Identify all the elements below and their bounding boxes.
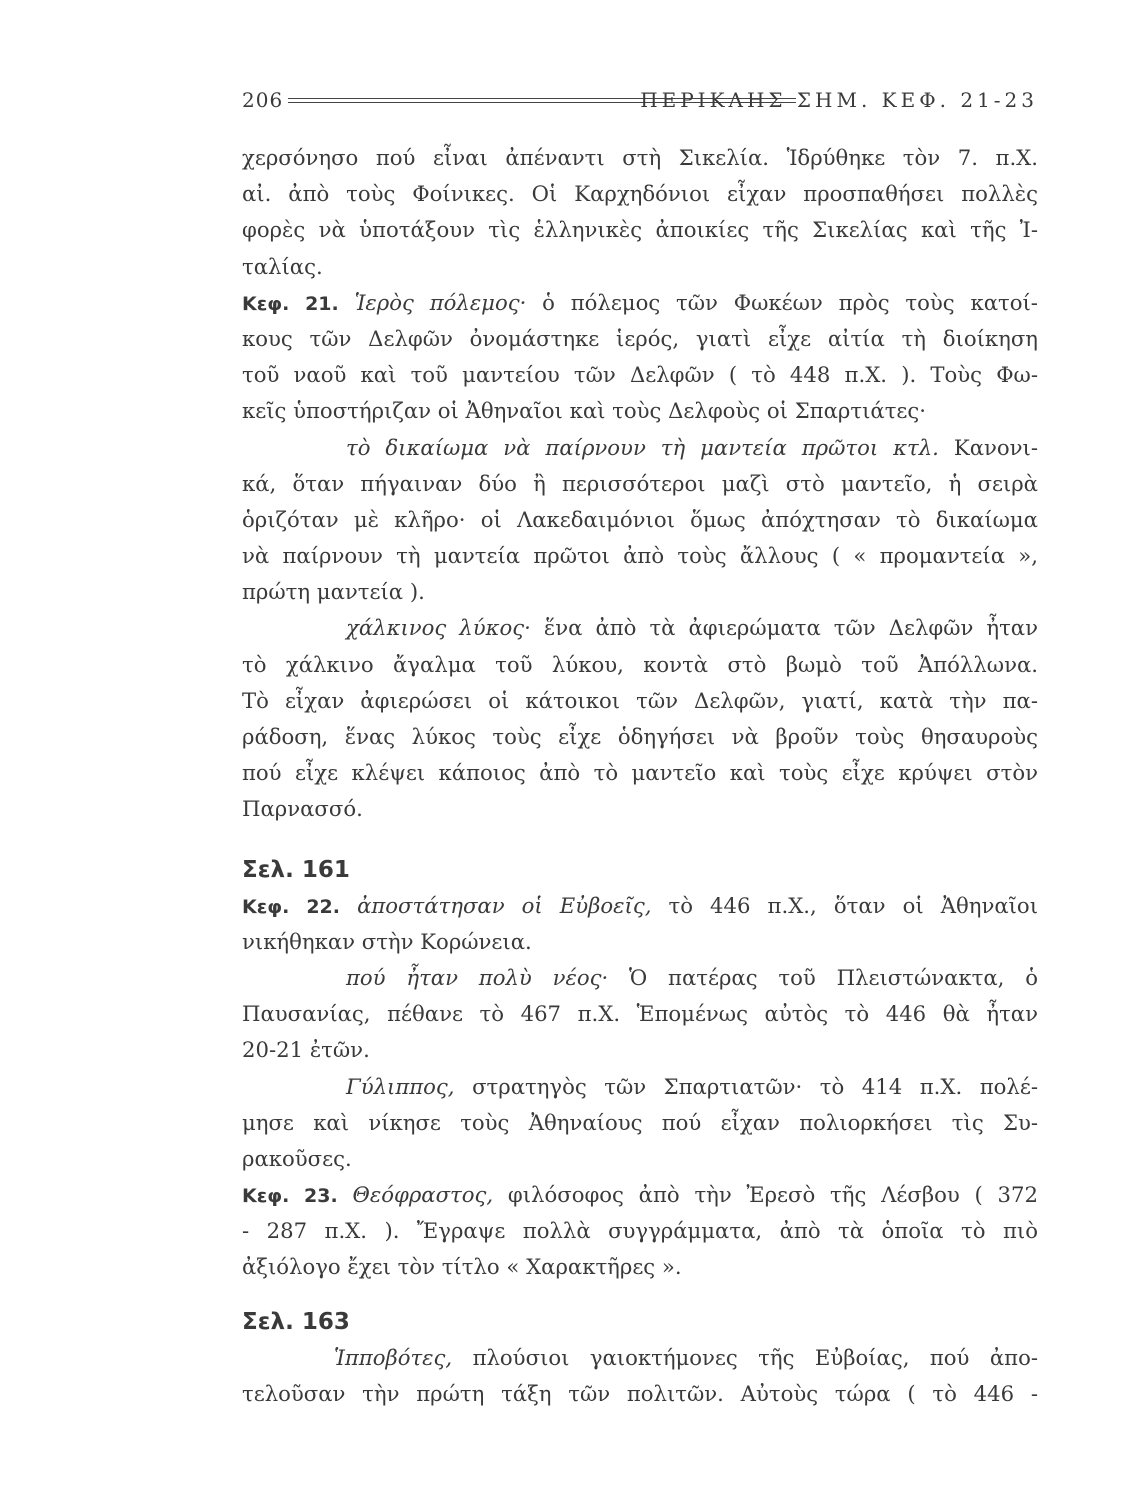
text-line: ὁριζόταν μὲ κλῆρο· οἱ Λακεδαιμόνιοι ὅμως ἀπόχτησαν τὸ δικαίωμα <box>242 506 1038 532</box>
chapter-21-entry <box>242 285 1038 321</box>
text-span: ὁ πόλεμος τῶν Φωκέων πρὸς τοὺς κατοί- <box>542 289 1038 315</box>
text-line: τοῦ ναοῦ καὶ τοῦ μαντείου τῶν Δελφῶν ( τὸ 448 π.Χ. ). Τοὺς Φω- <box>242 362 1038 388</box>
text-line <box>242 1340 1038 1376</box>
text-line: 20-21 ἐτῶν. <box>242 1037 370 1063</box>
text-span: τὸ 446 π.Χ., ὅταν οἱ Ἀθηναῖοι <box>668 892 1038 918</box>
text-span: ἕνα ἀπὸ τὰ ἀφιερώματα τῶν Δελφῶν ἦταν <box>543 615 1038 641</box>
page-header <box>242 88 1038 122</box>
text-line: ἀξιόλογο ἔχει τὸν τίτλο « Χαρακτῆρες ». <box>242 1254 682 1280</box>
text-line: ρακοῦσες. <box>242 1145 352 1171</box>
entry-term: χάλκινος λύκος· <box>346 615 531 641</box>
text-line <box>242 1069 1038 1105</box>
text-line: μησε καὶ νίκησε τοὺς Ἀθηναίους πού εἶχαν πολιορκήσει τὶς Συ- <box>242 1109 1038 1135</box>
chapter-label: Κεφ. 23. <box>242 1185 338 1208</box>
running-title: ΠΕΡΙΚΛΗΣ ΣΗΜ. ΚΕΦ. 21-23 <box>640 88 1038 112</box>
entry-term: Ἱερὸς πόλεμος· <box>354 289 527 315</box>
entry-term: Ἱπποβότες, <box>334 1344 453 1370</box>
text-line: Τὸ εἶχαν ἀφιερώσει οἱ κάτοικοι τῶν Δελφῶν, γιατί, κατὰ τὴν πα- <box>242 687 1038 713</box>
text-line: ράδοση, ἕνας λύκος τοὺς εἶχε ὁδηγήσει νὰ βροῦν τοὺς θησαυροὺς <box>242 724 1038 749</box>
section-heading-163: Σελ. 163 <box>242 1308 350 1335</box>
section-heading-161: Σελ. 161 <box>242 856 350 883</box>
entry-term: ἀποστάτησαν οἱ Εὐβοεῖς, <box>357 892 652 918</box>
entry-term: πού ἦταν πολὺ νέος· <box>346 964 609 990</box>
chapter-label: Κεφ. 22. <box>242 895 340 918</box>
text-span: φιλόσοφος ἀπὸ τὴν Ἐρεσὸ τῆς Λέσβου ( 372 <box>507 1182 1038 1208</box>
entry-term: Γύλιππος, <box>346 1073 455 1099</box>
text-line: πού εἶχε κλέψει κάποιος ἀπὸ τὸ μαντεῖο καὶ τοὺς εἶχε κρύψει στὸν <box>242 760 1038 786</box>
text-span: πλούσιοι γαιοκτήμονες τῆς Εὐβοίας, πού ἀπο- <box>472 1344 1038 1370</box>
text-line: κά, ὅταν πήγαιναν δύο ἢ περισσότεροι μαζὶ στὸ μαντεῖο, ἡ σειρὰ <box>242 470 1038 496</box>
text-line <box>242 960 1038 996</box>
text-line: νικήθηκαν στὴν Κορώνεια. <box>242 928 532 954</box>
text-line: Παρνασσό. <box>242 796 363 822</box>
text-line: αἰ. ἀπὸ τοὺς Φοίνικες. Οἱ Καρχηδόνιοι εἶχαν προσπαθήσει πολλὲς <box>242 181 1038 207</box>
text-line: κους τῶν Δελφῶν ὀνομάστηκε ἱερός, γιατὶ εἶχε αἰτία τὴ διοίκηση <box>242 325 1038 351</box>
page-number: 206 <box>242 88 284 112</box>
text-line: νὰ παίρνουν τὴ μαντεία πρῶτοι ἀπὸ τοὺς ἄλλους ( « προμαντεία », <box>242 543 1038 569</box>
chapter-22-entry <box>242 888 1038 924</box>
text-line <box>242 430 1038 466</box>
entry-term: τὸ δικαίωμα νὰ παίρνουν τὴ μαντεία πρῶτοι κτλ. <box>346 434 939 460</box>
text-line: Παυσανίας, πέθανε τὸ 467 π.Χ. Ἑπομένως αὐτὸς τὸ 446 θὰ ἦταν <box>242 1001 1038 1027</box>
text-span: Κανονι- <box>953 434 1038 460</box>
text-line <box>242 610 1038 646</box>
text-line: κεῖς ὑποστήριζαν οἱ Ἀθηναῖοι καὶ τοὺς Δελφοὺς οἱ Σπαρτιάτες· <box>242 398 927 424</box>
entry-term: Θεόφραστος, <box>352 1182 494 1208</box>
text-line: τελοῦσαν τὴν πρώτη τάξη τῶν πολιτῶν. Αὐτοὺς τώρα ( τὸ 446 - <box>242 1380 1038 1406</box>
text-span: Ὁ πατέρας τοῦ Πλειστώνακτα, ὁ <box>629 964 1038 990</box>
text-line: τὸ χάλκινο ἄγαλμα τοῦ λύκου, κοντὰ στὸ βωμὸ τοῦ Ἀπόλλωνα. <box>242 651 1038 677</box>
text-line: ταλίας. <box>242 253 323 279</box>
chapter-23-entry <box>242 1177 1038 1213</box>
text-line: φορὲς νὰ ὑποτάξουν τὶς ἑλληνικὲς ἀποικίες τῆς Σικελίας καὶ τῆς Ἰ- <box>242 217 1038 243</box>
chapter-label: Κεφ. 21. <box>242 292 339 315</box>
body-text <box>242 140 1038 1412</box>
text-line: χερσόνησο πού εἶναι ἀπέναντι στὴ Σικελία. Ἱδρύθηκε τὸν 7. π.Χ. <box>242 145 1038 170</box>
text-line: πρώτη μαντεία ). <box>242 579 425 605</box>
text-span: στρατηγὸς τῶν Σπαρτιατῶν· τὸ 414 π.Χ. πολέ- <box>472 1073 1038 1099</box>
text-line: - 287 π.Χ. ). Ἔγραψε πολλὰ συγγράμματα, ἀπὸ τὰ ὁποῖα τὸ πιὸ <box>242 1218 1038 1244</box>
